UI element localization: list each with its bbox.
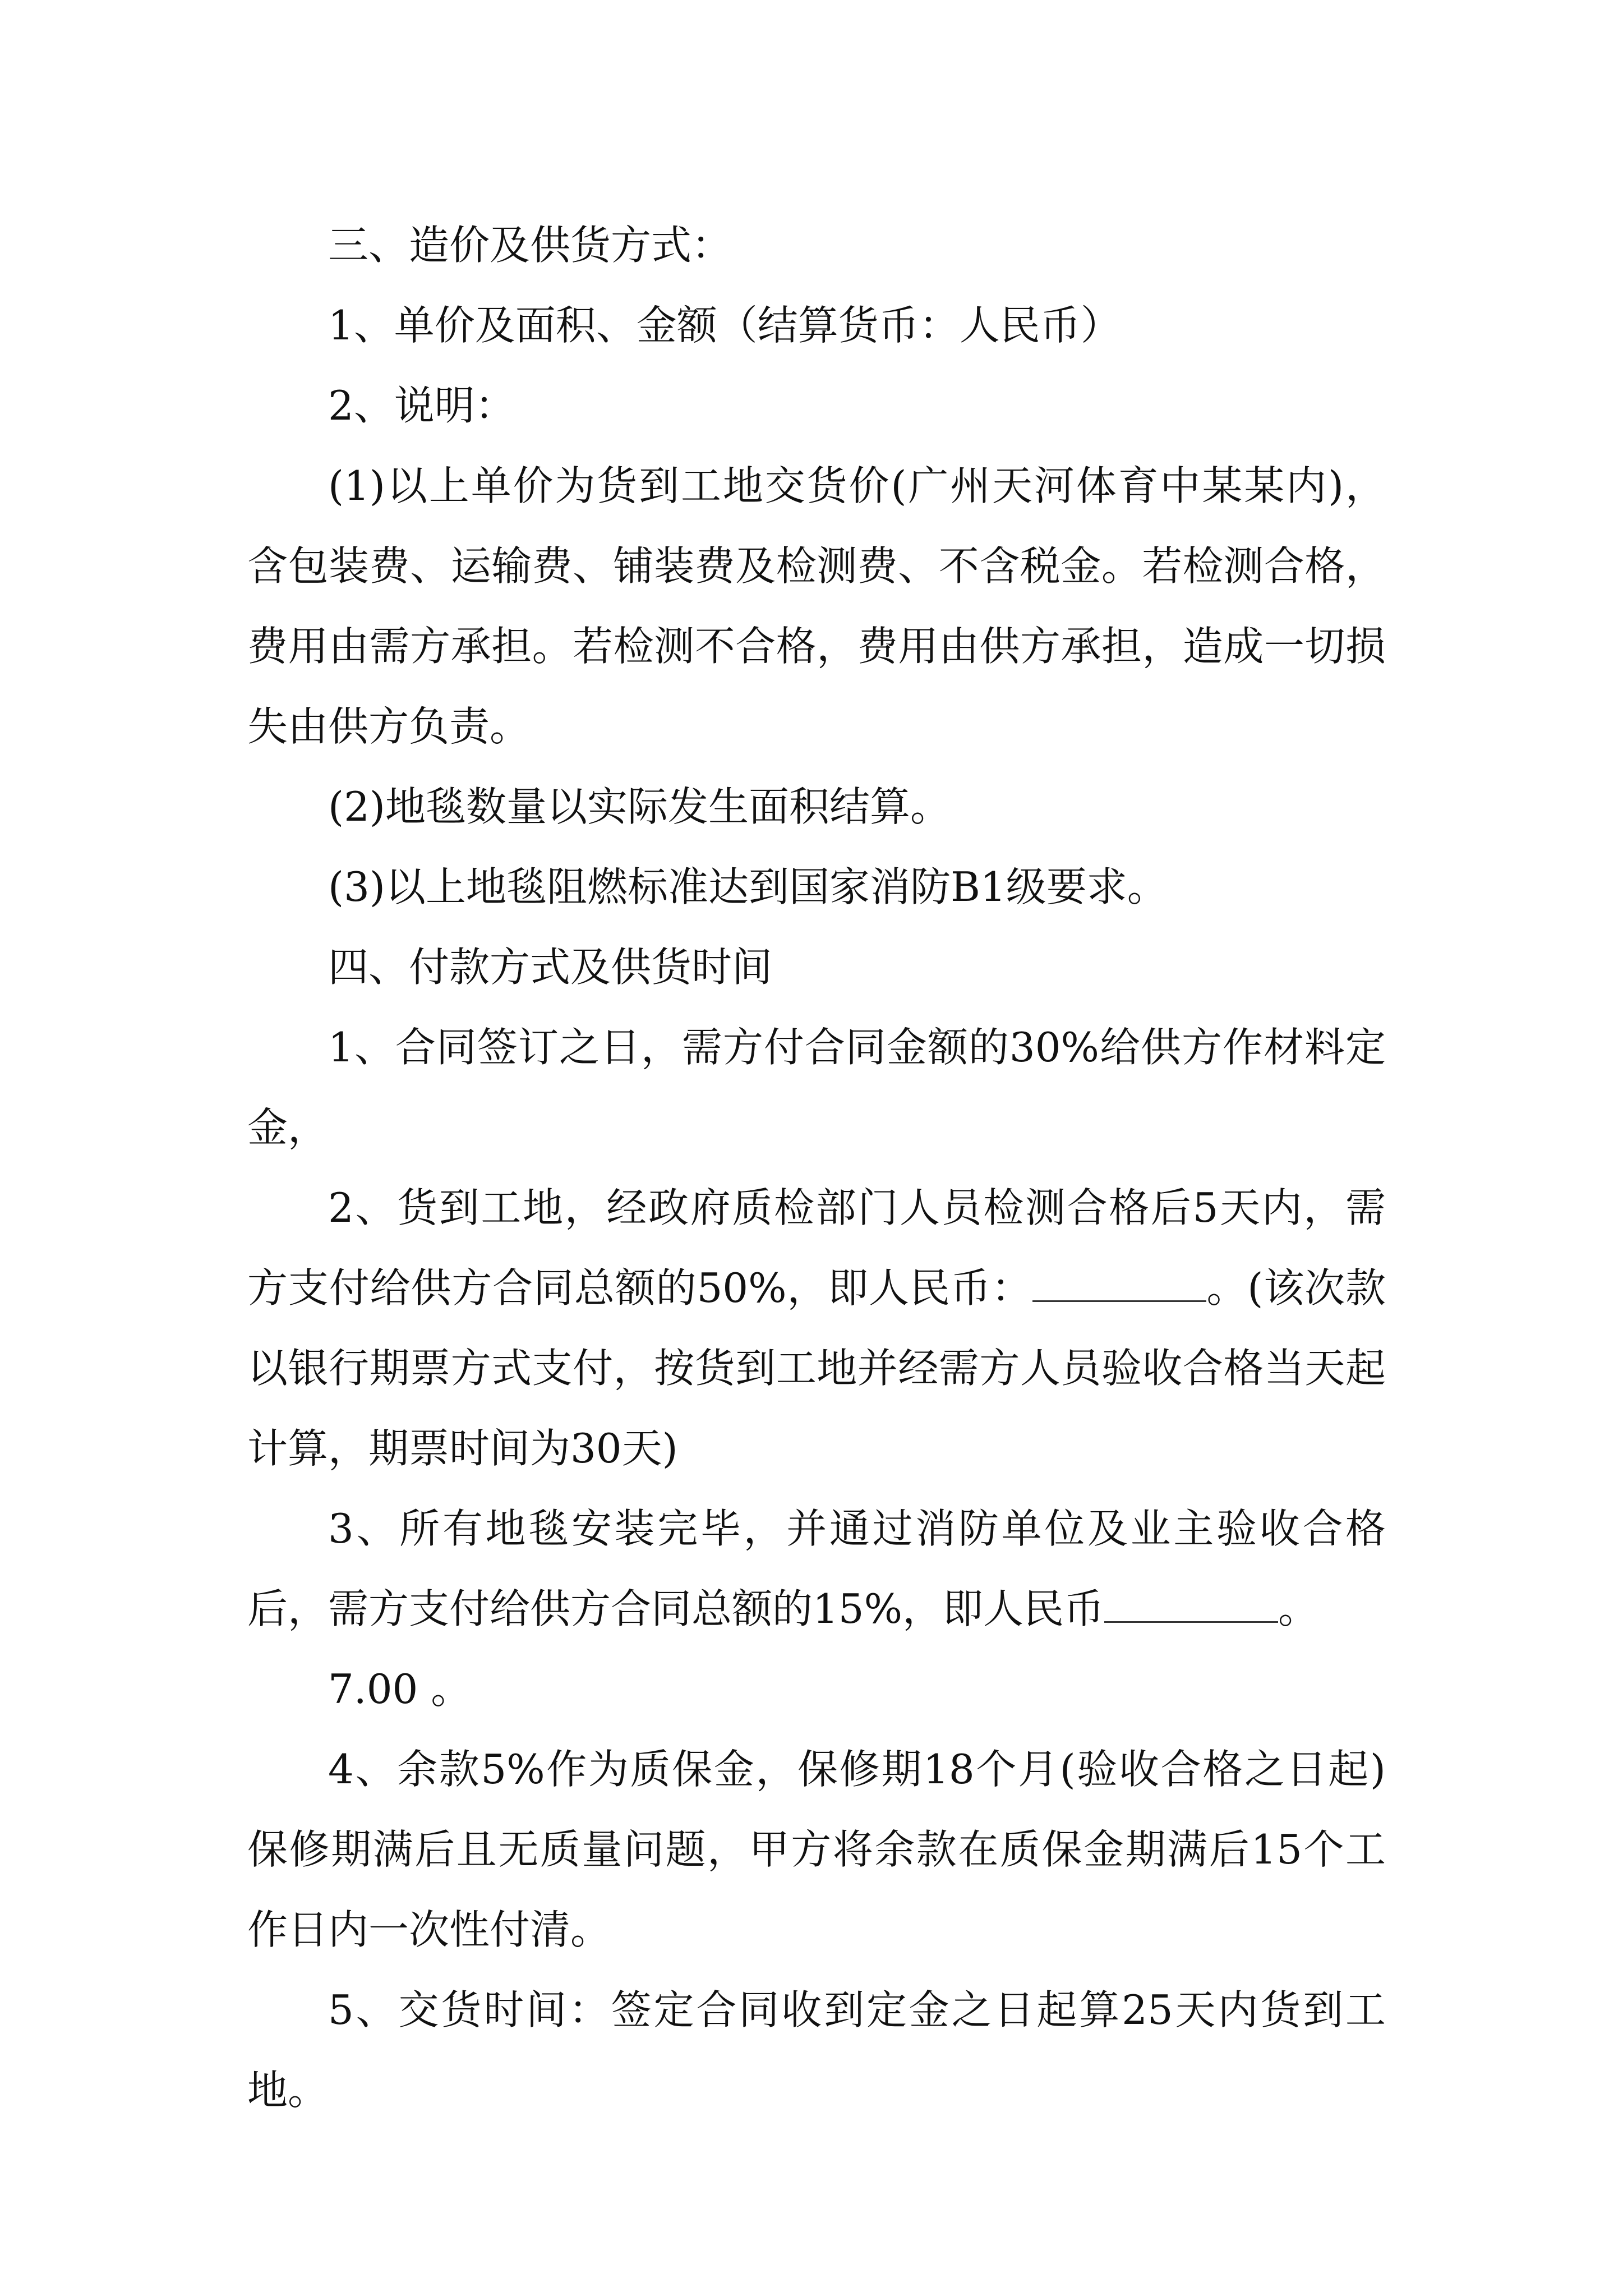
paragraph-payment-2 [247,1168,1386,1489]
paragraph-note-1: (1)以上单价为货到工地交货价(广州天河体育中某某内)，含包装费、运输费、铺装费及检测费、不含税金。若检测合格，费用由需方承担。若检测不合格，费用由供方承担，造成一切损失由供方负责。 [247,462,1386,750]
payment-3-text-before: 3、所有地毯安装完毕，并通过消防单位及业主验收合格后，需方支付给供方合同总额的15%，即人民币 [247,1505,1386,1632]
document-body [247,205,1386,2131]
paragraph-delivery-time: 5、交货时间：签定合同收到定金之日起算25天内货到工地。 [247,1986,1386,2114]
payment-2-text-after: 。(该次款以银行期票方式支付，按货到工地并经需方人员验收合格当天起计算，期票时间为30天) [247,1264,1386,1472]
amount-blank-field [1104,1588,1278,1623]
paragraph-unit-price: 1、单价及面积、金额（结算货币：人民币） [328,302,1121,349]
paragraph-payment-4: 4、余款5%作为质保金，保修期18个月(验收合格之日起)保修期满后且无质量问题，甲方将余款在质保金期满后15个工作日内一次性付清。 [247,1746,1386,1953]
amount-blank-field [1032,1267,1206,1302]
section-heading-pricing: 三、造价及供货方式： [328,222,732,269]
payment-2-text-before: 2、货到工地，经政府质检部门人员检测合格后5天内，需方支付给供方合同总额的50%，即人民币： [247,1184,1386,1312]
paragraph-note-3: (3)以上地毯阻燃标准达到国家消防B1级要求。 [328,863,1168,910]
payment-3-text-after: 。 [1278,1585,1319,1632]
paragraph-payment-1: 1、合同签订之日，需方付合同金额的30%给供方作材料定金， [247,1024,1386,1151]
paragraph-payment-3 [247,1489,1386,1649]
section-heading-payment: 四、付款方式及供货时间 [328,944,773,991]
paragraph-explanation: 2、说明： [328,382,515,429]
paragraph-note-2: (2)地毯数量以实际发生面积结算。 [328,783,951,830]
paragraph-amount-value: 7.00 。 [328,1665,472,1713]
